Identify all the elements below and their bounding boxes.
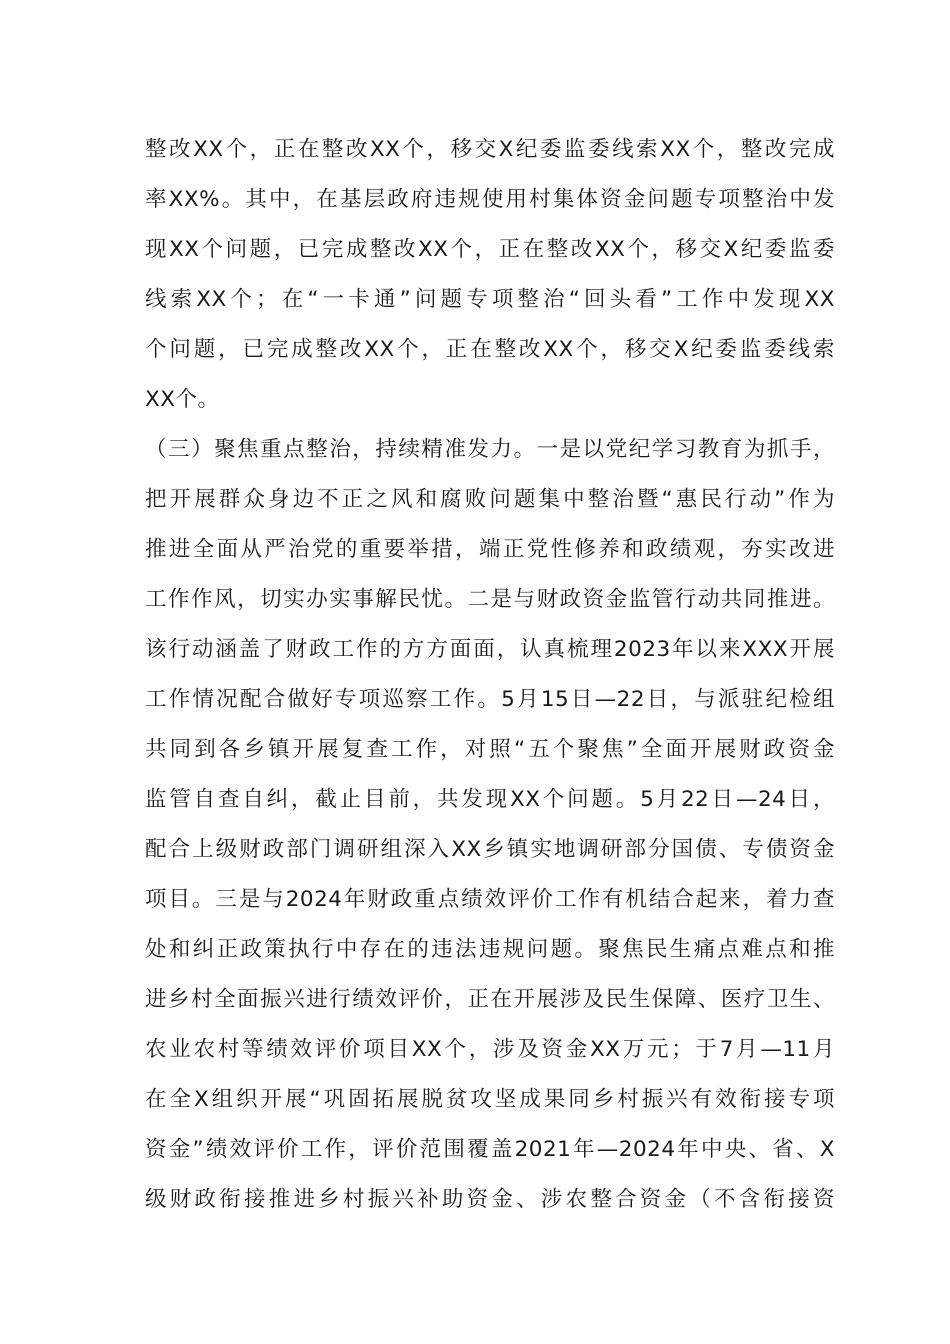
text-line: 工作情况配合做好专项巡察工作。5月15日—22日，与派驻纪检组 [145, 687, 835, 712]
text-line: 进乡村全面振兴进行绩效评价，正在开展涉及民生保障、医疗卫生、 [145, 987, 835, 1012]
text-line: 级财政衔接推进乡村振兴补助资金、涉农整合资金（不含衔接资 [145, 1187, 835, 1212]
text-line: 整改XX个，正在整改XX个，移交X纪委监委线索XX个，整改完成 [145, 137, 835, 162]
text-line: 项目。三是与2024年财政重点绩效评价工作有机结合起来，着力查 [145, 887, 835, 912]
text-line: 农业农村等绩效评价项目XX个，涉及资金XX万元；于7月—11月 [145, 1037, 835, 1062]
text-line: 该行动涵盖了财政工作的方方面面，认真梳理2023年以来XXX开展 [145, 637, 835, 662]
text-line: 资金”绩效评价工作，评价范围覆盖2021年—2024年中央、省、X [145, 1137, 835, 1162]
text-line: 共同到各乡镇开展复查工作，对照“五个聚焦”全面开展财政资金 [145, 737, 835, 762]
text-line: （三）聚焦重点整治，持续精准发力。一是以党纪学习教育为抓手， [145, 437, 835, 462]
text-line: 配合上级财政部门调研组深入XX乡镇实地调研部分国债、专债资金 [145, 837, 835, 862]
text-line: 线索XX个；在“一卡通”问题专项整治“回头看”工作中发现XX [145, 287, 835, 312]
text-line: 处和纠正政策执行中存在的违法违规问题。聚焦民生痛点难点和推 [145, 937, 835, 962]
text-line: 率XX%。其中，在基层政府违规使用村集体资金问题专项整治中发 [145, 187, 835, 212]
text-line: 工作作风，切实办实事解民忧。二是与财政资金监管行动共同推进。 [145, 587, 835, 612]
body-text [145, 125, 835, 1225]
text-line: 把开展群众身边不正之风和腐败问题集中整治暨“惠民行动”作为 [145, 487, 835, 512]
text-line: 个问题，已完成整改XX个，正在整改XX个，移交X纪委监委线索 [145, 337, 835, 362]
text-line: 在全X组织开展“巩固拓展脱贫攻坚成果同乡村振兴有效衔接专项 [145, 1087, 835, 1112]
text-line: 推进全面从严治党的重要举措，端正党性修养和政绩观，夯实改进 [145, 537, 835, 562]
text-line: XX个。 [145, 387, 220, 412]
text-line: 监管自查自纠，截止目前，共发现XX个问题。5月22日—24日， [145, 787, 835, 812]
text-line: 现XX个问题，已完成整改XX个，正在整改XX个，移交X纪委监委 [145, 237, 835, 262]
